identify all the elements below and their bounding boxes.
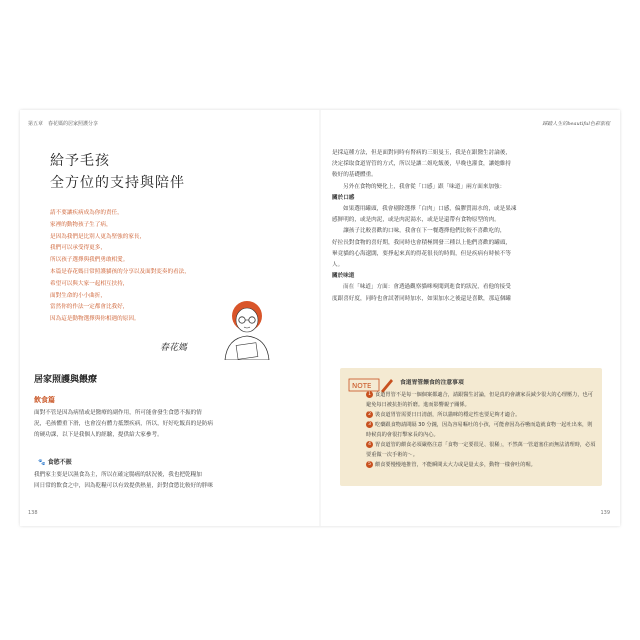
- text-line: 決定採取食道胃管的方式，所以是讓二姐吃飯後，早晚也灌食，讓她維持: [332, 161, 512, 168]
- text-line: 我們家主要是以濕食為主，所以在確定腸癌的狀況後，我也把乾糧加: [34, 472, 202, 478]
- heading-texture: 關於口感: [332, 194, 355, 201]
- signature: 春花媽: [160, 343, 188, 353]
- quote-line: 因為這是動物選擇與你相遇的原因。: [50, 316, 140, 323]
- author-illustration: [215, 290, 279, 360]
- note-item: [366, 460, 596, 470]
- handwritten-title-line1: 給予毛孩: [50, 153, 110, 169]
- text-line: 的硬功課，以下是我個人的經驗，提供給大家參考。: [34, 432, 163, 439]
- text-line: 畢竟貓的心海遼闊，要掙起來真的得花很長的時間，但是疾病有時候不等: [332, 250, 512, 257]
- page-number-right: 139: [600, 510, 610, 516]
- text-line: 讓孩子比較喜歡的口味，我會在下一餐選擇他們比較不喜歡吃的，: [332, 228, 506, 235]
- note-item-text: 裝食道胃管需要日日清創，所以貓咪的穩定性也要足夠才適合。: [375, 412, 521, 418]
- quote-line: 家裡的動物孩子生了病，: [50, 221, 112, 228]
- number-badge: 4: [366, 441, 373, 448]
- paragraph-diet-intro: [34, 408, 310, 442]
- note-item-text: 胃食道管的餵食必須嚴格注意「食物一定要很足、很稀」，不然萬一管道塞住而無法清理時，必須要重做一次手術的～。: [366, 442, 596, 458]
- quote-line: 希望可以與大家一起相互扶持，: [50, 280, 129, 287]
- bullet-heading-appetite: [38, 457, 72, 466]
- text-line: 另外在食物的變化上，我會從「口感」跟「味道」兩方面來加強：: [343, 183, 506, 190]
- running-head-left: 第五章 春花媽的居家照護分享: [28, 121, 99, 127]
- text-line: 是採這種方法，但是面對同時有腎病的三姐曼玉，我是在跟醫生討論後，: [332, 150, 512, 156]
- note-item: [366, 390, 596, 410]
- text-line: 如果選用罐頭，我會剔除選擇「白肉」口感，偏膠質湯水的，或是果凍: [343, 206, 517, 213]
- page-number-left: 138: [28, 510, 38, 516]
- paragraph-appetite: [34, 470, 310, 492]
- subsection-title: 飲食篇: [34, 396, 55, 404]
- note-item: [366, 420, 596, 440]
- quote-line: 我們可以承受得更多，: [50, 245, 106, 252]
- number-badge: 2: [366, 411, 373, 418]
- text-line: 較好的基礎體重。: [332, 172, 377, 179]
- paw-icon: 🐾: [38, 459, 46, 466]
- quote-line: 是因為我們是比別人更為堅強的家長，: [50, 233, 146, 240]
- text-line: 面對不管是因為病情或是醫療的副作用，所可能會發生食慾不振的情: [34, 410, 202, 416]
- quote-line: 本篇是春花媽日常照護貓孩的分享以及面對変奏的看法，: [50, 268, 190, 275]
- note-item: [366, 440, 596, 460]
- note-title: 食道胃管餵食的注意事項: [400, 380, 464, 386]
- right-page: [320, 110, 620, 526]
- quote-block: [50, 208, 230, 326]
- quote-line: 所以孩子選擇與我們勇敢相愛。: [50, 257, 129, 264]
- quote-line: 當然你的作法一定都會比我好，: [50, 304, 129, 311]
- note-item-text: 餵食要慢慢地推管，不能瞬間太大力或是量太多，動物一樣會吐的喔。: [375, 462, 536, 468]
- text-line: 度跟喜好度，同時也會試著同時加水，如果加水之後還是喜歡，那這個罐: [332, 295, 512, 302]
- bullet-heading-label: 食慾不振: [47, 459, 72, 466]
- paragraph-continued: [332, 148, 608, 305]
- note-item: [366, 410, 596, 420]
- quote-line: 面對生命的小小曲折，: [50, 292, 106, 299]
- text-line: 好拉長對食物的喜好期，我同時也會積極開發三種以上他們喜歡的罐頭，: [332, 239, 512, 246]
- quote-line: 請不要讓疾病成為你的責任，: [50, 210, 123, 216]
- note-list: [366, 390, 596, 470]
- note-item-text: 吃藥跟食物請間隔 30 分鐘，因為容易嘔吐的小孩，可能會因為吞嚥而造就食物一起吐出來，則時候真的會很打擊家長的內心。: [366, 422, 593, 438]
- text-line: 況，毛孩體重下滑，也會沒有體力抵禦疾病，所以，好好吃飯真的是防病: [34, 421, 214, 428]
- note-item-text: 食道胃管不是每一個個案都適合，請跟醫生討論，但是真的會讓家長減少很大的心理壓力，也可避免每日被抗拒的折磨。進而影響親子關係。: [366, 392, 593, 408]
- number-badge: 3: [366, 421, 373, 428]
- note-tag-text: NOTE: [352, 382, 372, 390]
- heading-taste: 關於味道: [332, 273, 355, 280]
- text-line: 而在「味道」方面：會透過觀察貓咪嗅聞到進食的狀況，看他的接受: [343, 284, 511, 291]
- number-badge: 5: [366, 461, 373, 468]
- note-box: [340, 368, 602, 486]
- section-title: 居家照護與餵療: [34, 375, 98, 385]
- left-page: [20, 110, 320, 526]
- text-line: 感鮮明的，或是肉泥，或是肉泥湯水，或是是還帶有食物原型的肉。: [332, 217, 500, 224]
- text-line: 人。: [332, 262, 344, 269]
- text-line: 回日常的飲食之中，因為乾糧可以有效提供熱量，針對食慾比較好的胖咪: [34, 483, 214, 490]
- number-badge: 1: [366, 391, 373, 398]
- handwritten-title-line2: 全方位的支持與陪伴: [50, 175, 185, 191]
- running-head-right: 踩踏人生的beautiful色彩旅程: [542, 121, 610, 127]
- book-spread: [20, 110, 620, 526]
